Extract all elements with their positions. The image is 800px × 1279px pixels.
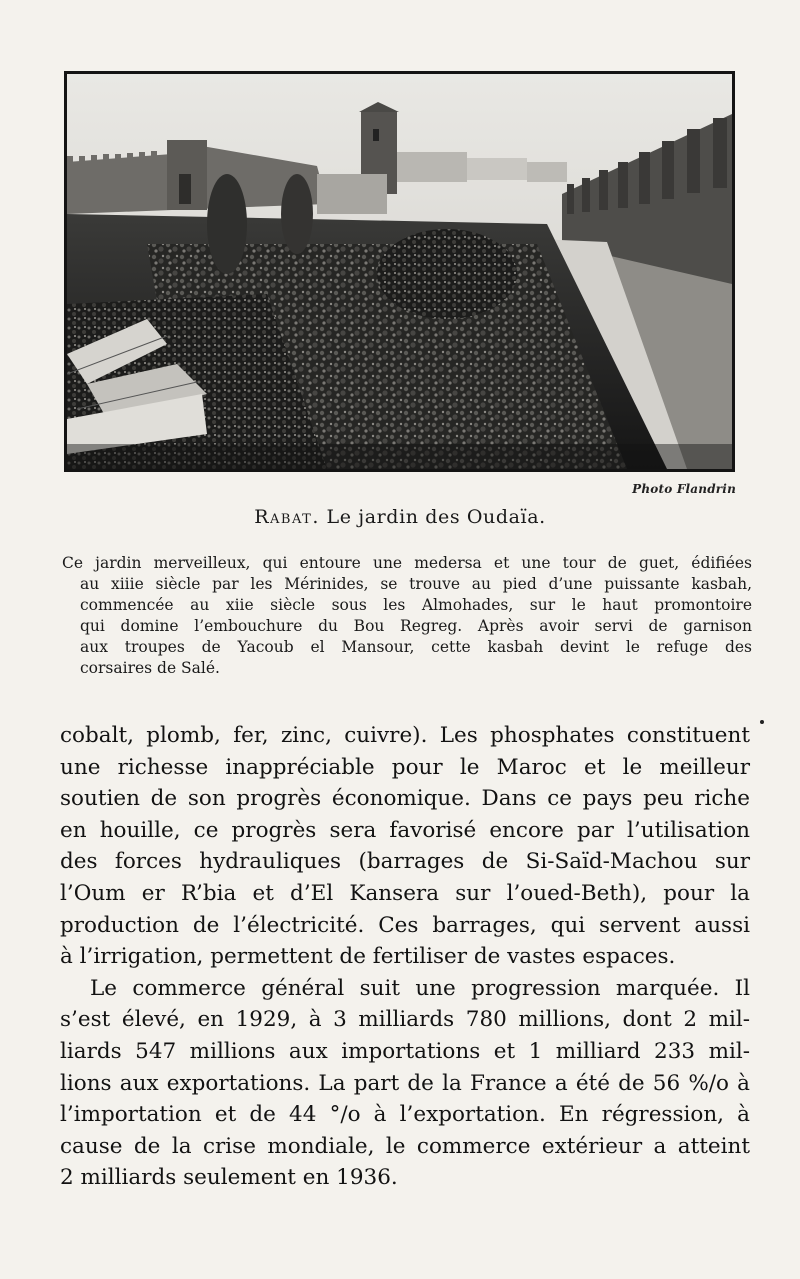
caption-line: commencée au xiie siècle sous les Almohades, sur le haut promontoire — [80, 596, 752, 614]
body-line: Le commerce général suit une progression marquée. Il — [90, 975, 750, 1001]
body-line: soutien de son progrès économique. Dans ce pays peu riche — [60, 786, 750, 812]
photo-credit: Photo Flandrin — [632, 482, 736, 496]
caption-title-text: Le jardin des Oudaïa. — [326, 506, 546, 528]
caption-place: Rabat. — [254, 506, 320, 528]
caption-line: aux troupes de Yacoub el Mansour, cette kasbah devint le refuge des — [80, 638, 752, 656]
photo-image — [67, 74, 732, 469]
caption-body — [62, 553, 752, 679]
body-line: liards 547 millions aux importations et 1 milliard 233 mil- — [60, 1038, 750, 1064]
body-line: des forces hydrauliques (barrages de Si-Saïd-Machou sur — [60, 849, 750, 875]
body-line: cobalt, plomb, fer, zinc, cuivre). Les phosphates constituent — [60, 723, 750, 748]
caption-line: Ce jardin merveilleux, qui entoure une medersa et une tour de guet, édifiées — [62, 554, 752, 572]
body-line: à l’irrigation, permettent de fertiliser de vastes espaces. — [60, 944, 676, 970]
body-line: une richesse inappréciable pour le Maroc et le meilleur — [60, 754, 750, 780]
caption-title — [0, 506, 800, 528]
margin-mark — [760, 720, 764, 724]
body-line: l’importation et de 44 °/o à l’exportation. En régression, à — [60, 1102, 750, 1128]
caption-line: au xiiie siècle par les Mérinides, se trouve au pied d’une puissante kasbah, — [80, 575, 752, 593]
caption-line: qui domine l’embouchure du Bou Regreg. Après avoir servi de garnison — [80, 617, 752, 635]
body-line: 2 milliards seulement en 1936. — [60, 1165, 398, 1191]
caption-line: corsaires de Salé. — [80, 659, 220, 677]
body-line: cause de la crise mondiale, le commerce extérieur a atteint — [60, 1133, 750, 1159]
body-line: s’est élevé, en 1929, à 3 milliards 780 millions, dont 2 mil- — [60, 1007, 750, 1033]
body-line: production de l’électricité. Ces barrages, qui servent aussi — [60, 912, 750, 938]
photo-rabat-oudaia-garden — [64, 71, 735, 472]
body-line: lions aux exportations. La part de la France a été de 56 %/o à — [60, 1070, 750, 1096]
body-line: en houille, ce progrès sera favorisé encore par l’utilisation — [60, 817, 750, 843]
body-text — [60, 720, 750, 1194]
body-line: l’Oum er R’bia et d’El Kansera sur l’oued-Beth), pour la — [60, 880, 750, 906]
